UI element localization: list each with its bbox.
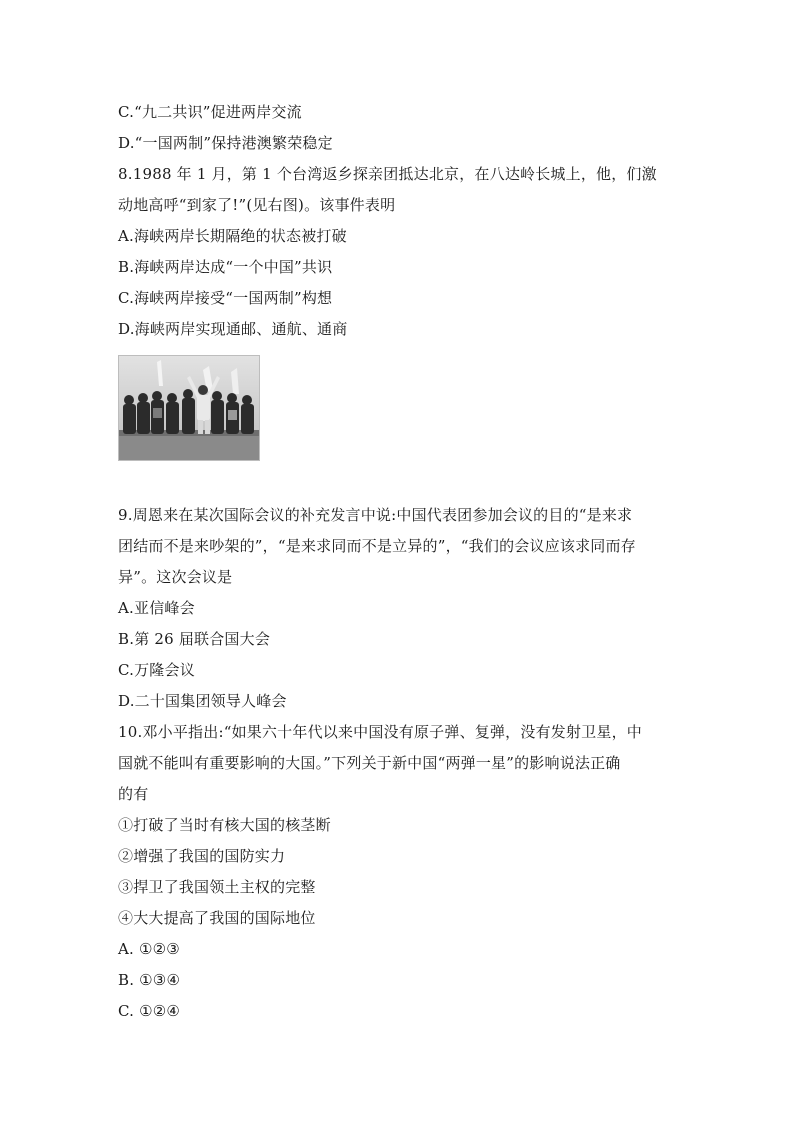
q10-item-4: ④大大提高了我国的国际地位 bbox=[118, 909, 316, 927]
q10-stem-line-2: 国就不能叫有重要影响的大国。”下列关于新中国“两弹一星”的影响说法正确 bbox=[118, 754, 621, 772]
q9-option-a: A.亚信峰会 bbox=[118, 599, 195, 617]
q8-option-b: B.海峡两岸达成“一个中国”共识 bbox=[118, 258, 333, 276]
q9-stem-line-2: 团结而不是来吵架的”，“是来求同而不是立异的”，“我们的会议应该求同而存 bbox=[118, 537, 636, 555]
q10-item-3: ③捍卫了我国领土主权的完整 bbox=[118, 878, 316, 896]
q7-option-c: C.“九二共识”促进两岸交流 bbox=[118, 103, 302, 121]
q10-option-c: C. ①②④ bbox=[118, 1002, 181, 1020]
q8-stem-line-1: 8.1988 年 1 月，第 1 个台湾返乡探亲团抵达北京，在八达岭长城上，他，们激 bbox=[118, 165, 657, 183]
q8-stem-line-2: 动地高呼“到家了!”(见右图)。该事件表明 bbox=[118, 196, 396, 214]
q10-option-b: B. ①③④ bbox=[118, 971, 181, 989]
q7-option-d: D.“一国两制”保持港澳繁荣稳定 bbox=[118, 134, 333, 152]
q10-stem-line-1: 10.邓小平指出:“如果六十年代以来中国没有原子弹、复弹，没有发射卫星，中 bbox=[118, 723, 642, 741]
q10-item-1: ①打破了当时有核大国的核茎断 bbox=[118, 816, 331, 834]
q9-stem-line-1: 9.周恩来在某次国际会议的补充发言中说:中国代表团参加会议的目的“是来求 bbox=[118, 506, 633, 524]
q9-option-c: C.万隆会议 bbox=[118, 661, 195, 679]
q10-item-2: ②增强了我国的国防实力 bbox=[118, 847, 286, 865]
q8-option-a: A.海峡两岸长期隔绝的状态被打破 bbox=[118, 227, 347, 245]
great-wall-photo-icon bbox=[118, 355, 260, 461]
q9-option-d: D.二十国集团领导人峰会 bbox=[118, 692, 287, 710]
q9-option-b: B.第 26 届联合国大会 bbox=[118, 630, 271, 648]
q9-stem-line-3: 异”。这次会议是 bbox=[118, 568, 233, 586]
q8-option-c: C.海峡两岸接受“一国两制”构想 bbox=[118, 289, 333, 307]
q10-option-a: A. ①②③ bbox=[118, 940, 180, 958]
q10-stem-line-3: 的有 bbox=[118, 785, 149, 803]
q8-option-d: D.海峡两岸实现通邮、通航、通商 bbox=[118, 320, 348, 338]
